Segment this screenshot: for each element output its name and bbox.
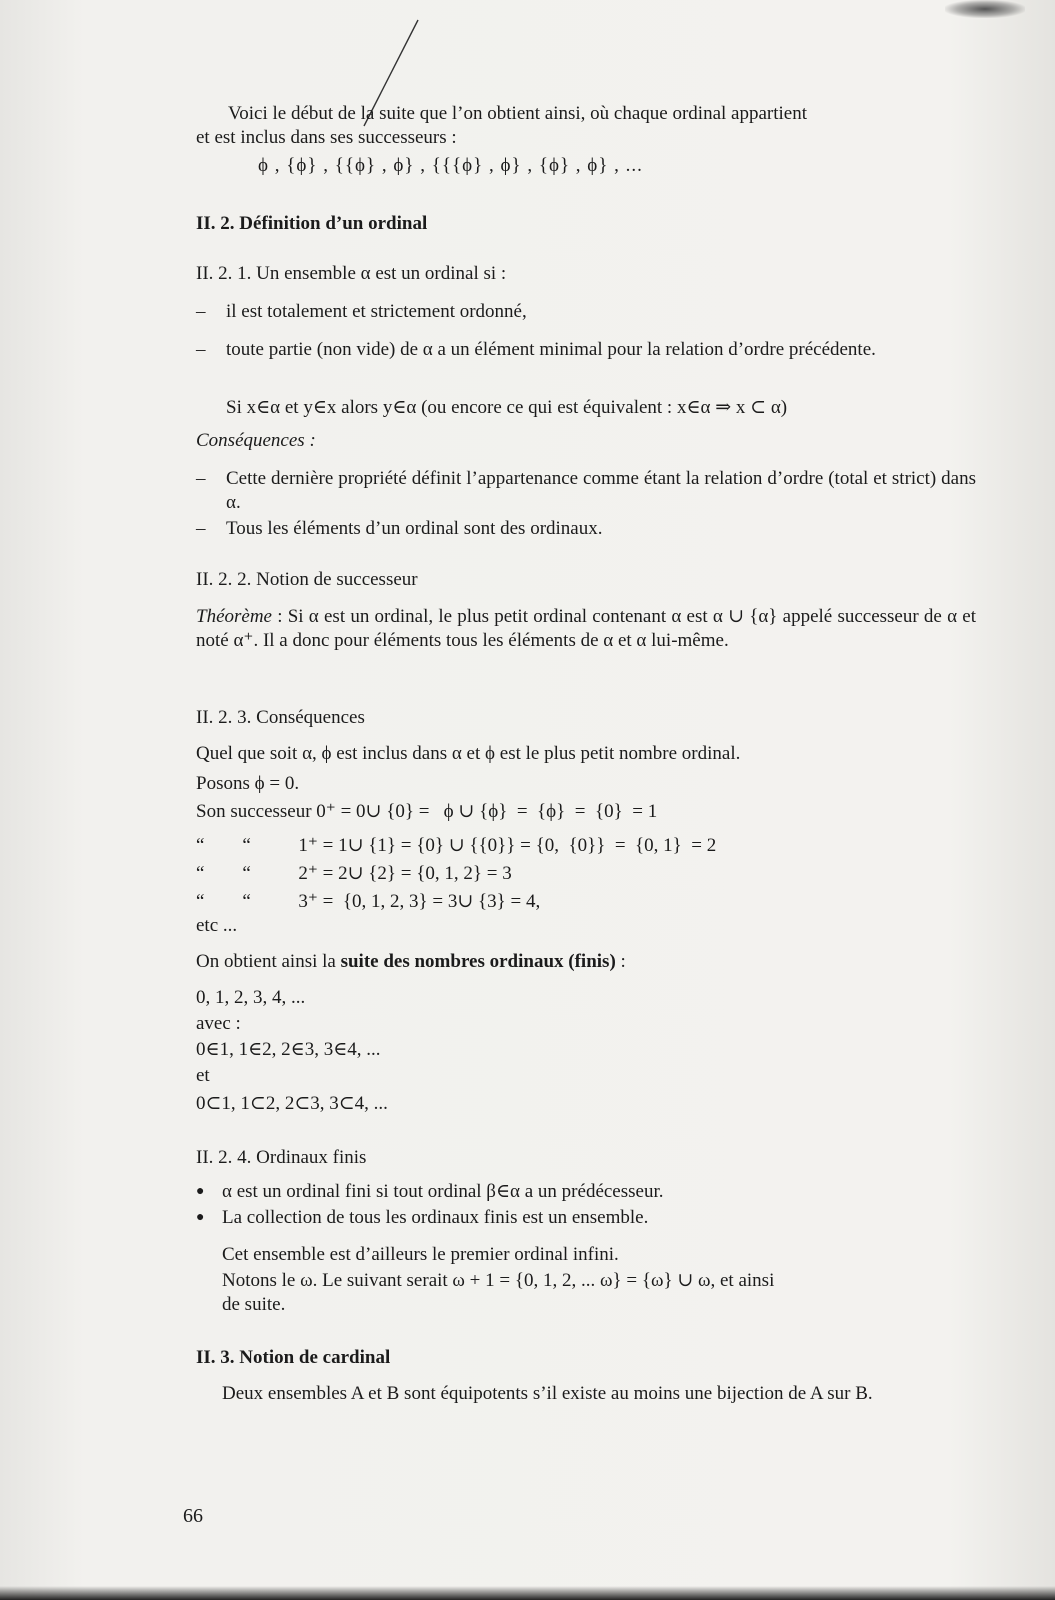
section-2-2-3-title: II. 2. 3. Conséquences	[196, 707, 365, 728]
bullet-dot: ●	[196, 1184, 205, 1199]
ordinal-sequence: ϕ , {ϕ} , {{ϕ} , ϕ} , {{{ϕ} , ϕ} , {ϕ} , ϕ} , ...	[258, 155, 643, 176]
page-bottom-edge	[0, 1586, 1055, 1600]
section-2-2-4-title: II. 2. 4. Ordinaux finis	[196, 1147, 367, 1168]
et-label: et	[196, 1065, 210, 1086]
consequence-1-text: Cette dernière propriété définit l’appartenance comme étant la relation d’ordre (total et strict) dans α.	[226, 468, 976, 513]
theorem-text: : Si α est un ordinal, le plus petit ordinal contenant α est α ∪ {α} appelé successeur de α et noté α⁺. Il a donc pour éléments tous les éléments de α et α lui-même.	[196, 606, 976, 651]
sentence-bold: suite des nombres ordinaux (finis)	[340, 951, 616, 972]
section-2-2-1-title: II. 2. 1. Un ensemble α est un ordinal si :	[196, 263, 507, 284]
section-2-3-heading	[196, 1346, 976, 1370]
section-2-3-title: II. 3. Notion de cardinal	[196, 1347, 391, 1368]
infinite-ordinal-line-3: de suite.	[222, 1294, 286, 1315]
conseq-line-2: Posons ϕ = 0.	[196, 773, 300, 794]
page-number: 66	[183, 1505, 203, 1527]
bullet-dot: ●	[196, 1210, 205, 1225]
cardinal-definition: Deux ensembles A et B sont équipotents s’il existe au moins une bijection de A sur B.	[222, 1383, 873, 1404]
consequence-2: – Tous les éléments d’un ordinal sont des ordinaux.	[196, 517, 976, 541]
successor-row-1: “ “ 1⁺ = 1∪ {1} = {0} ∪ {{0}} = {0, {0}} = {0, 1} = 2	[196, 835, 717, 856]
conseq-line-1: Quel que soit α, ϕ est inclus dans α et ϕ est le plus petit nombre ordinal.	[196, 743, 741, 764]
dash-item-2: – toute partie (non vide) de α a un élément minimal pour la relation d’ordre précédente.	[196, 338, 976, 362]
section-2-2-title: II. 2. Définition d’un ordinal	[196, 213, 428, 234]
sentence-start: On obtient ainsi la	[196, 951, 341, 972]
consequence-1: – Cette dernière propriété définit l’appartenance comme étant la relation d’ordre (total et strict) dans α.	[196, 468, 976, 513]
consequence-2-text: Tous les éléments d’un ordinal sont des ordinaux.	[226, 518, 603, 539]
dash-item-1: – il est totalement et strictement ordonné,	[196, 300, 976, 324]
consequences-label: Conséquences :	[196, 430, 316, 451]
infinite-ordinal-line-1: Cet ensemble est d’ailleurs le premier ordinal infini.	[222, 1244, 619, 1265]
bullet-item-1	[196, 1180, 976, 1204]
avec-label: avec :	[196, 1013, 241, 1034]
infinite-ordinal-line-2: Notons le ω. Le suivant serait ω + 1 = {0, 1, 2, ... ω} = {ω} ∪ ω, et ainsi	[222, 1270, 775, 1291]
intro-line-2: et est inclus dans ses successeurs :	[196, 127, 457, 148]
intro-line-1: Voici le début de la suite que l’on obtient ainsi, où chaque ordinal appartient	[228, 103, 807, 124]
bullet-item-1-text: α est un ordinal fini si tout ordinal β∈α a un prédécesseur.	[222, 1181, 664, 1202]
membership-chain: 0∈1, 1∈2, 2∈3, 3∈4, ...	[196, 1039, 381, 1060]
dash-item-2-text: toute partie (non vide) de α a un élément minimal pour la relation d’ordre précédente.	[226, 339, 876, 360]
natural-sequence: 0, 1, 2, 3, 4, ...	[196, 987, 306, 1008]
sentence-end: :	[615, 951, 626, 972]
section-2-2-2-title: II. 2. 2. Notion de successeur	[196, 569, 418, 590]
inclusion-chain: 0⊂1, 1⊂2, 2⊂3, 3⊂4, ...	[196, 1093, 388, 1114]
theorem-paragraph	[196, 605, 976, 653]
dash-item-1-text: il est totalement et strictement ordonné,	[226, 301, 527, 322]
theorem-label: Théorème	[196, 606, 272, 627]
successor-row-2: “ “ 2⁺ = 2∪ {2} = {0, 1, 2} = 3	[196, 863, 512, 884]
successor-row-3: “ “ 3⁺ = {0, 1, 2, 3} = 3∪ {3} = 4,	[196, 891, 541, 912]
bullet-item-2	[196, 1206, 976, 1230]
bullet-item-2-text: La collection de tous les ordinaux finis est un ensemble.	[222, 1207, 649, 1228]
page-corner-shadow	[945, 0, 1025, 18]
intro-paragraph	[196, 102, 976, 178]
successor-row-0: Son successeur 0⁺ = 0∪ {0} = ϕ ∪ {ϕ} = {ϕ} = {0} = 1	[196, 801, 658, 822]
transitivity-statement: Si x∈α et y∈x alors y∈α (ou encore ce qui est équivalent : x∈α ⇒ x ⊂ α)	[226, 397, 788, 418]
ordinal-sequence-sentence	[196, 950, 976, 974]
etc-text: etc ...	[196, 915, 238, 936]
section-2-2-heading	[196, 212, 976, 236]
